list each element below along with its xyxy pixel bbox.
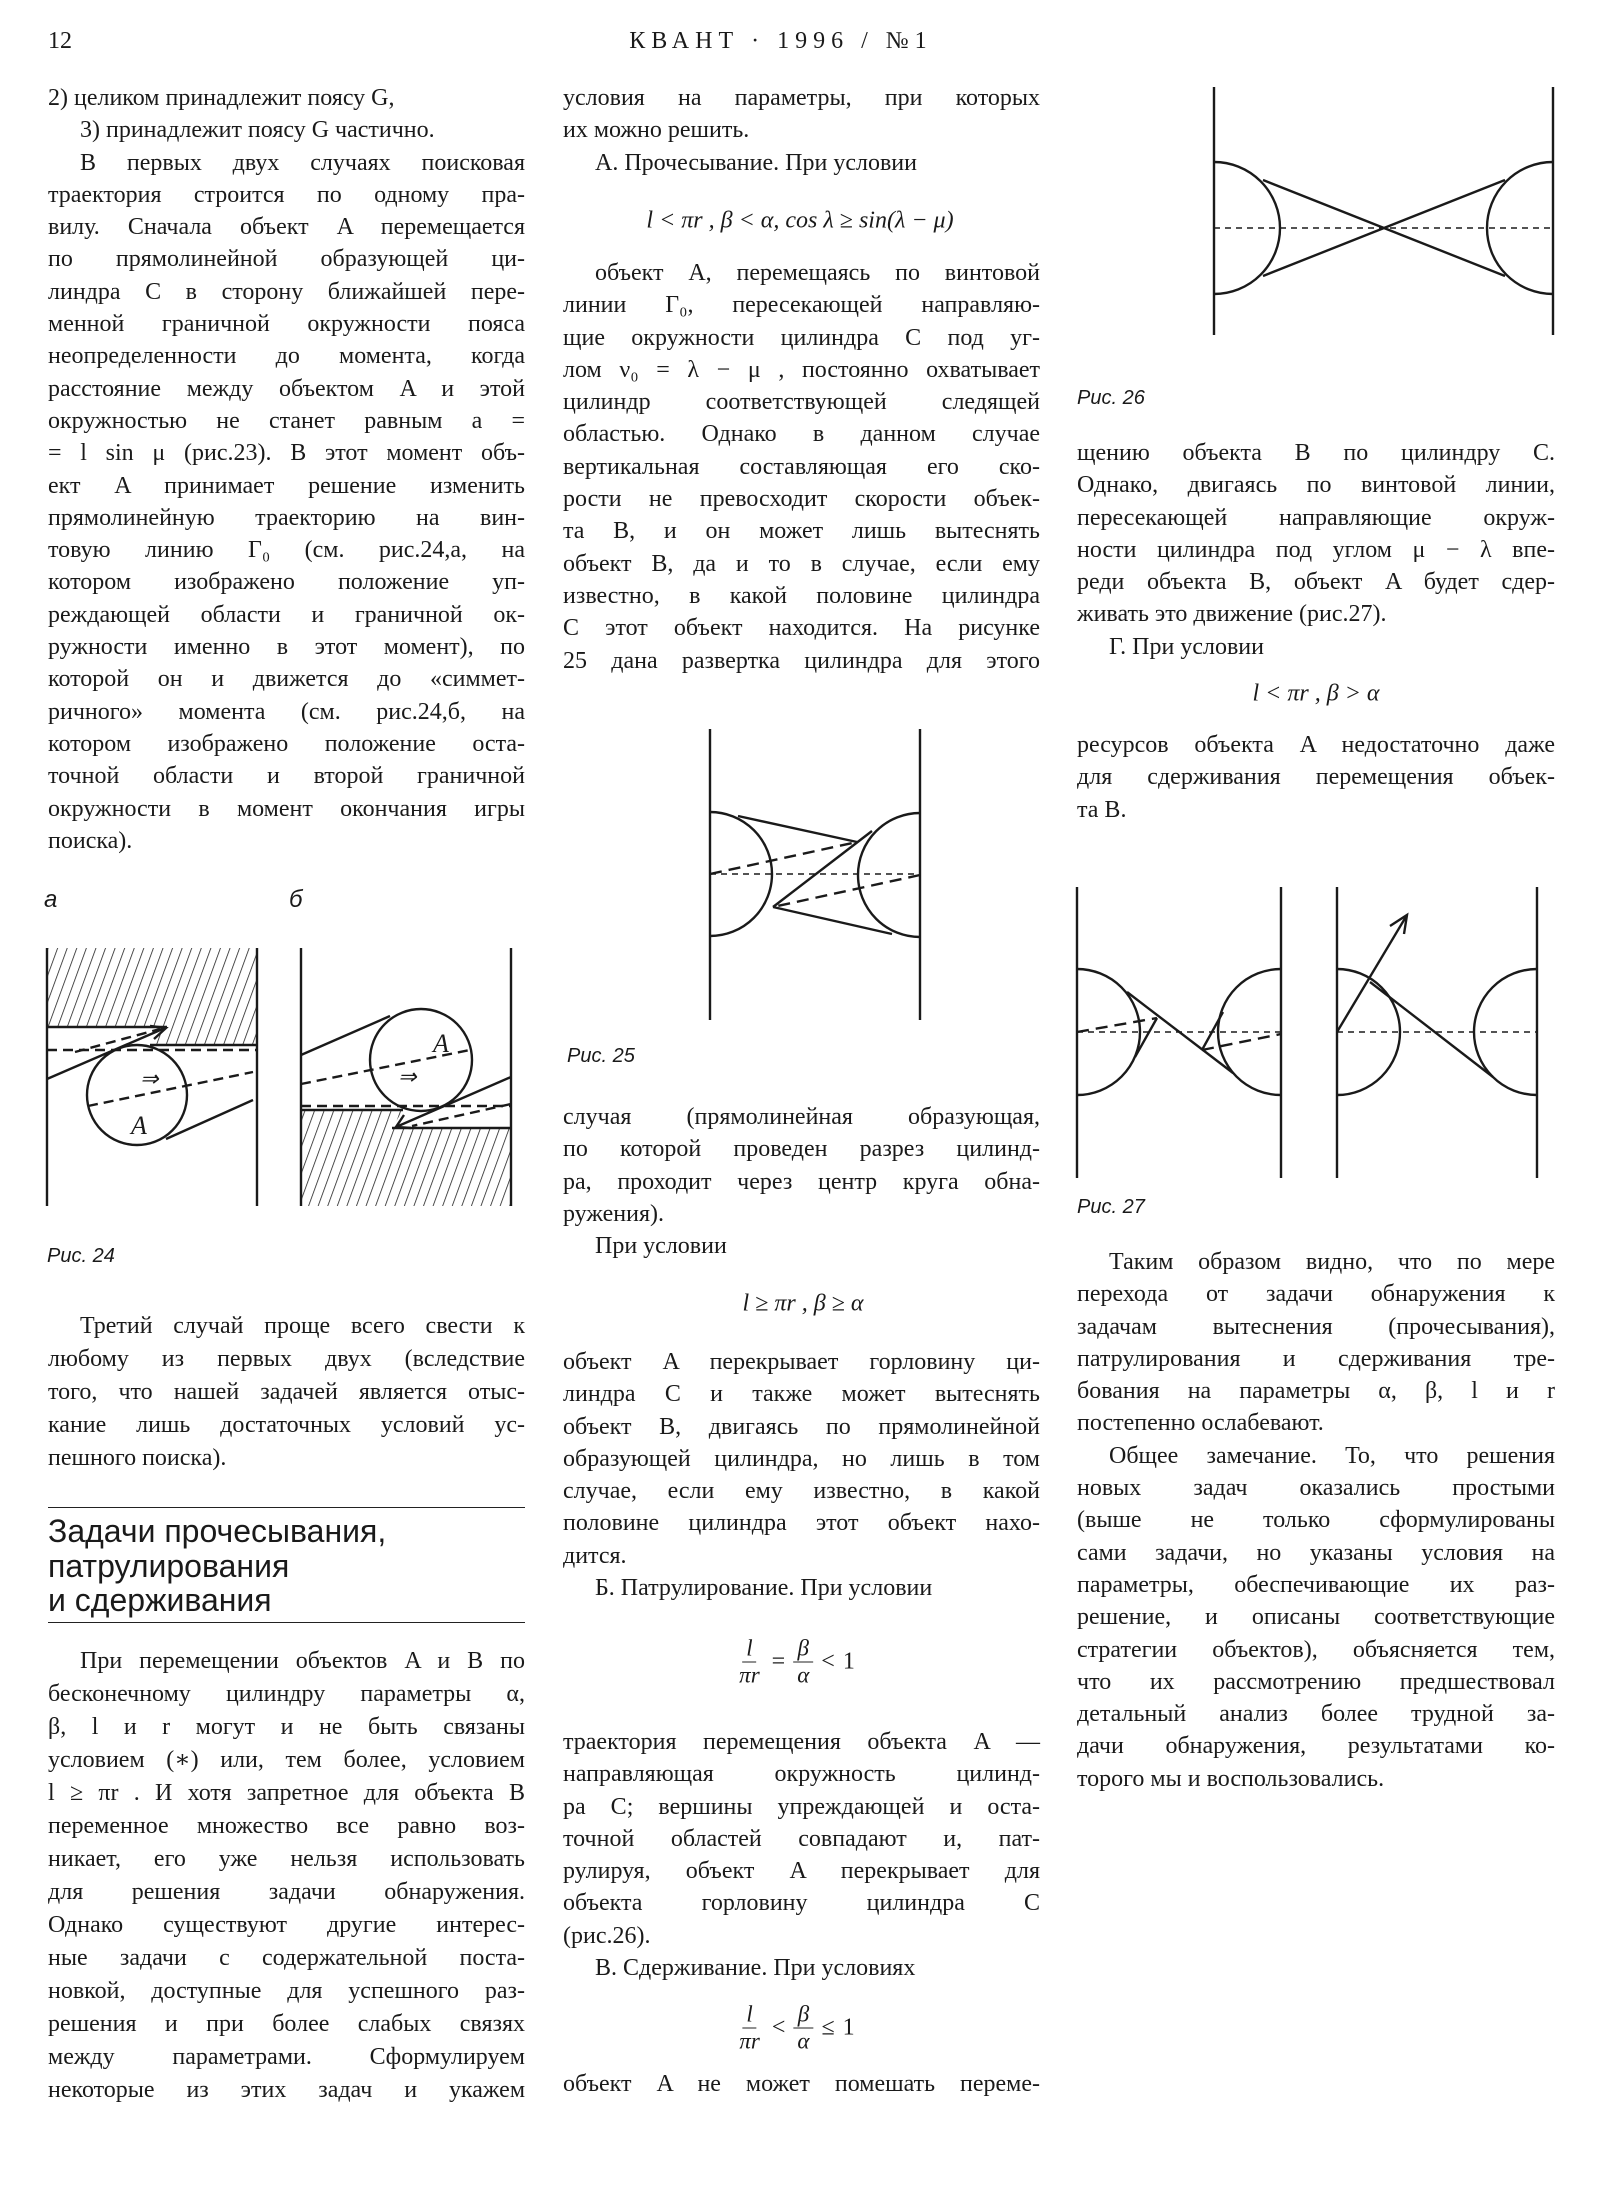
point-label: A bbox=[433, 1029, 449, 1058]
text-line: котором изображено положение уп- bbox=[48, 569, 525, 596]
operator: < bbox=[771, 2014, 786, 2041]
text-line: дачи обнаружения, результатами ко- bbox=[1077, 1733, 1555, 1760]
text-line: котором изображено положение оста- bbox=[48, 730, 525, 757]
text-line: линдра C в сторону ближайшей пере- bbox=[48, 278, 525, 305]
text-line: пересекающей направляющие окруж- bbox=[1077, 504, 1555, 531]
text-line: кание лишь достаточных условий ус- bbox=[48, 1412, 525, 1438]
text-line: β, l и r могут и не быть связаны bbox=[48, 1714, 525, 1740]
figure-caption: Рис. 24 bbox=[47, 1245, 115, 1267]
text-line: точной области и второй граничной bbox=[48, 763, 525, 790]
tangent-line bbox=[738, 816, 857, 842]
text-line: объект B, двигаясь по прямолинейной bbox=[563, 1413, 1040, 1440]
double-arrow-icon: ⇒ bbox=[398, 1064, 417, 1089]
figure-26 bbox=[1214, 87, 1553, 335]
semicircle bbox=[1487, 162, 1553, 294]
text-line: ружения). bbox=[563, 1200, 665, 1227]
numerator: l bbox=[742, 2002, 756, 2029]
text-line: ричного» момента (см. рис.24,б, на bbox=[48, 698, 525, 725]
text-line: В первых двух случаях поисковая bbox=[80, 149, 525, 176]
text-line: окружности в момент окончания игры bbox=[48, 795, 525, 822]
formula-condition: l < πr , β > α bbox=[1252, 680, 1380, 707]
dashed-line bbox=[1077, 1018, 1157, 1032]
text-line: Б. Патрулирование. При условии bbox=[595, 1575, 933, 1602]
text-line: Третий случай проще всего свести к bbox=[80, 1313, 525, 1339]
text-line: по прямолинейной образующей ци- bbox=[48, 246, 525, 273]
text-line: вертикальная составляющая его ско- bbox=[563, 453, 1040, 480]
double-arrow-icon: ⇒ bbox=[140, 1066, 159, 1091]
heading-line: Задачи прочесывания, bbox=[48, 1513, 387, 1549]
denominator: α bbox=[797, 2028, 810, 2054]
numerator: β bbox=[794, 1636, 813, 1663]
text-line: Общее замечание. То, что решения bbox=[1109, 1442, 1555, 1469]
text-line: для сдерживания перемещения объек- bbox=[1077, 764, 1555, 791]
text-line: случае, если ему известно, в какой bbox=[563, 1478, 1040, 1505]
text-line: никает, его уже нельзя использовать bbox=[48, 1846, 525, 1872]
text-line: поиска). bbox=[48, 827, 133, 854]
text-line: ружности именно в этот момент), по bbox=[48, 634, 525, 661]
detection-circle bbox=[370, 1009, 472, 1111]
text-line: некоторые из этих задач и укажем bbox=[48, 2077, 525, 2103]
text-line: объект A не может помешать переме- bbox=[563, 2071, 1040, 2097]
figure-27-right bbox=[1337, 887, 1537, 1178]
text-line: торого мы и воспользовались. bbox=[1077, 1765, 1385, 1792]
text-line: товую линию Γ₀ (см. рис.24,а, на bbox=[48, 537, 525, 564]
numerator: β bbox=[794, 2002, 813, 2029]
text-line: объект A перекрывает горловину ци- bbox=[563, 1349, 1040, 1375]
text-line: (выше не только сформулированы bbox=[1077, 1507, 1555, 1534]
numerator: l bbox=[742, 1636, 756, 1663]
text-line: которой он и движется до «симмет- bbox=[48, 666, 525, 693]
text-line: по которой проведен разрез цилинд- bbox=[563, 1136, 1040, 1163]
text-line: линии Γ₀, пересекающей направляю- bbox=[563, 292, 1040, 319]
text-line: точной областей совпадают и, пат- bbox=[563, 1825, 1040, 1852]
text-line: образующей цилиндра, но лишь в том bbox=[563, 1445, 1040, 1472]
text-line: новкой, доступные для успешного раз- bbox=[48, 1978, 525, 2004]
text-line: Однако существуют другие интерес- bbox=[48, 1912, 525, 1938]
dashed-line bbox=[1202, 1034, 1281, 1050]
text-line: реждающей области и граничной ок- bbox=[48, 601, 525, 628]
figure-27-left bbox=[1077, 887, 1281, 1178]
text-line: объект B, да и то в случае, если ему bbox=[563, 550, 1040, 577]
text-line: рости не превосходит скорости объек- bbox=[563, 486, 1040, 513]
text-line: направляющая окружность цилинд- bbox=[563, 1761, 1040, 1788]
denominator: πr bbox=[739, 2028, 760, 2054]
text-line: менной граничной окружности пояса bbox=[48, 311, 525, 338]
formula-condition: l ≥ πr , β ≥ α bbox=[742, 1290, 864, 1317]
text-line: объект A, перемещаясь по винтовой bbox=[595, 260, 1040, 286]
text-line: параметры, обеспечивающие их раз- bbox=[1077, 1571, 1555, 1598]
operator: < bbox=[821, 1648, 835, 1675]
text-line: Г. При условии bbox=[1109, 633, 1264, 660]
text-line: расстояние между объектом A и этой bbox=[48, 375, 525, 402]
text-line: между параметрами. Сформулируем bbox=[48, 2044, 525, 2070]
text-line: та B, и он может лишь вытеснять bbox=[563, 518, 1040, 545]
running-header: КВАНТ · 1996 / №1 bbox=[629, 28, 933, 54]
text-line: объекта горловину цилиндра C bbox=[563, 1890, 1040, 1917]
text-line: условия на параметры, при которых bbox=[563, 85, 1040, 111]
text-line: ра, проходит через центр круга обна- bbox=[563, 1168, 1040, 1195]
point-label: A bbox=[131, 1111, 147, 1140]
text-line: живать это движение (рис.27). bbox=[1077, 601, 1387, 628]
text-line: случая (прямолинейная образующая, bbox=[563, 1104, 1040, 1130]
text-line: ности цилиндра под углом μ − λ впе- bbox=[1077, 536, 1555, 563]
text-line: рулируя, объект A перекрывает для bbox=[563, 1858, 1040, 1885]
semicircle bbox=[1218, 969, 1281, 1095]
tangent-line bbox=[1135, 1018, 1157, 1057]
text-line: областью. Однако в данном случае bbox=[563, 421, 1040, 448]
text-line: цилиндр соответствующей следящей bbox=[563, 389, 1040, 416]
text-line: окружностью не станет равным a = bbox=[48, 407, 525, 434]
text-line: щие окружности цилиндра C под уг- bbox=[563, 324, 1040, 351]
text-line: ресурсов объекта A недостаточно даже bbox=[1077, 732, 1555, 758]
semicircle bbox=[858, 813, 920, 937]
text-line: Однако, двигаясь по винтовой линии, bbox=[1077, 472, 1555, 499]
text-line: того, что нашей задачей является отыс- bbox=[48, 1379, 525, 1405]
text-line: При перемещении объектов A и B по bbox=[80, 1648, 525, 1674]
tangent-line bbox=[773, 907, 892, 934]
text-line: известно, в какой половине цилиндра bbox=[563, 582, 1040, 609]
text-line: 2) целиком принадлежит поясу G, bbox=[48, 85, 395, 111]
value: 1 bbox=[842, 1648, 855, 1675]
text-line: Таким образом видно, что по мере bbox=[1109, 1249, 1555, 1275]
text-line: щению объекта B по цилиндру C. bbox=[1077, 440, 1555, 466]
text-line: бования на параметры α, β, l и r bbox=[1077, 1378, 1555, 1405]
text-line: решения и при более слабых связях bbox=[48, 2011, 525, 2037]
semicircle bbox=[1337, 969, 1400, 1095]
heading-line: и сдерживания bbox=[48, 1582, 272, 1618]
figure-caption: Рис. 26 bbox=[1077, 387, 1145, 409]
text-line: траектория перемещения объекта A — bbox=[563, 1729, 1040, 1755]
text-line: вилу. Сначала объект A перемещается bbox=[48, 214, 525, 241]
text-line: перехода от задачи обнаружения к bbox=[1077, 1281, 1555, 1308]
page-number: 12 bbox=[48, 28, 72, 54]
text-line: пешного поиска). bbox=[48, 1445, 227, 1471]
text-line: лом ν₀ = λ − μ , постоянно охватывает bbox=[563, 356, 1040, 383]
text-line: ект A принимает решение изменить bbox=[48, 472, 525, 499]
dashed-line bbox=[412, 1104, 511, 1126]
figure-caption: Рис. 25 bbox=[567, 1045, 635, 1067]
text-line: прямолинейную траекторию на вин- bbox=[48, 504, 525, 531]
formula-combing: l < πr , β < α, cos λ ≥ sin(λ − μ) bbox=[646, 207, 954, 234]
text-line: неопределенности до момента, когда bbox=[48, 343, 525, 370]
text-line: 25 дана развертка цилиндра для этого bbox=[563, 647, 1040, 674]
text-line: ра C; вершины упреждающей и оста- bbox=[563, 1793, 1040, 1820]
text-line: задачам вытеснения (прочесывания), bbox=[1077, 1313, 1555, 1340]
text-line: дится. bbox=[563, 1542, 627, 1569]
figure-25 bbox=[710, 729, 920, 1020]
text-line: А. Прочесывание. При условии bbox=[595, 149, 917, 176]
value: 1 bbox=[842, 2014, 855, 2041]
dashed-line bbox=[88, 1072, 253, 1106]
text-line: для решения задачи обнаружения. bbox=[48, 1879, 525, 1905]
text-line: сами задачи, но указаны условия на bbox=[1077, 1539, 1555, 1566]
denominator: πr bbox=[739, 1662, 760, 1688]
operator: = bbox=[771, 1648, 786, 1675]
semicircle bbox=[710, 812, 772, 936]
text-line: переменное множество все равно воз- bbox=[48, 1813, 525, 1839]
text-line: C этот объект находится. На рисунке bbox=[563, 615, 1040, 642]
heading-line: патрулирования bbox=[48, 1547, 290, 1584]
text-line: та B. bbox=[1077, 796, 1127, 823]
text-line: В. Сдерживание. При условиях bbox=[595, 1955, 916, 1982]
text-line: l ≥ πr . И хотя запретное для объекта B bbox=[48, 1780, 525, 1806]
text-line: детальный анализ более трудной за- bbox=[1077, 1701, 1555, 1728]
text-line: бесконечному цилиндру параметры α, bbox=[48, 1681, 525, 1707]
text-line: новых задач оказались простыми bbox=[1077, 1475, 1555, 1502]
text-line: ные задачи с содержательной поста- bbox=[48, 1945, 525, 1971]
text-line: реди объекта B, объект A будет сдер- bbox=[1077, 569, 1555, 596]
text-line: (рис.26). bbox=[563, 1922, 651, 1949]
figure-label-a: а bbox=[44, 886, 58, 913]
hatched-region bbox=[301, 1110, 511, 1206]
text-line: При условии bbox=[595, 1233, 727, 1260]
figure-label-b: б bbox=[289, 886, 303, 913]
text-line: половине цилиндра этот объект нахо- bbox=[563, 1510, 1040, 1537]
hatched-region bbox=[47, 948, 257, 1045]
text-line: что их рассмотрению предшествовал bbox=[1077, 1668, 1555, 1695]
text-line: условием (∗) или, тем более, условием bbox=[48, 1747, 525, 1773]
denominator: α bbox=[797, 1662, 810, 1688]
text-line: стратегии объектов), объясняется тем, bbox=[1077, 1636, 1555, 1663]
tangent-line bbox=[166, 1100, 253, 1139]
text-line: 3) принадлежит поясу G частично. bbox=[80, 117, 435, 144]
semicircle bbox=[1077, 969, 1140, 1095]
text-line: решение, и описаны соответствующие bbox=[1077, 1604, 1555, 1631]
text-line: = l sin μ (рис.23). В этот момент объ- bbox=[48, 440, 525, 467]
text-line: траектория строится по одному пра- bbox=[48, 181, 525, 208]
text-line: постепенно ослабевают. bbox=[1077, 1410, 1324, 1437]
text-line: линдра C и также может вытеснять bbox=[563, 1381, 1040, 1408]
operator: ≤ bbox=[821, 2014, 835, 2041]
figure-caption: Рис. 27 bbox=[1077, 1196, 1145, 1218]
text-line: любому из первых двух (вследствие bbox=[48, 1346, 525, 1372]
text-line: патрулирования и сдерживания тре- bbox=[1077, 1345, 1555, 1372]
text-line: их можно решить. bbox=[563, 117, 750, 144]
